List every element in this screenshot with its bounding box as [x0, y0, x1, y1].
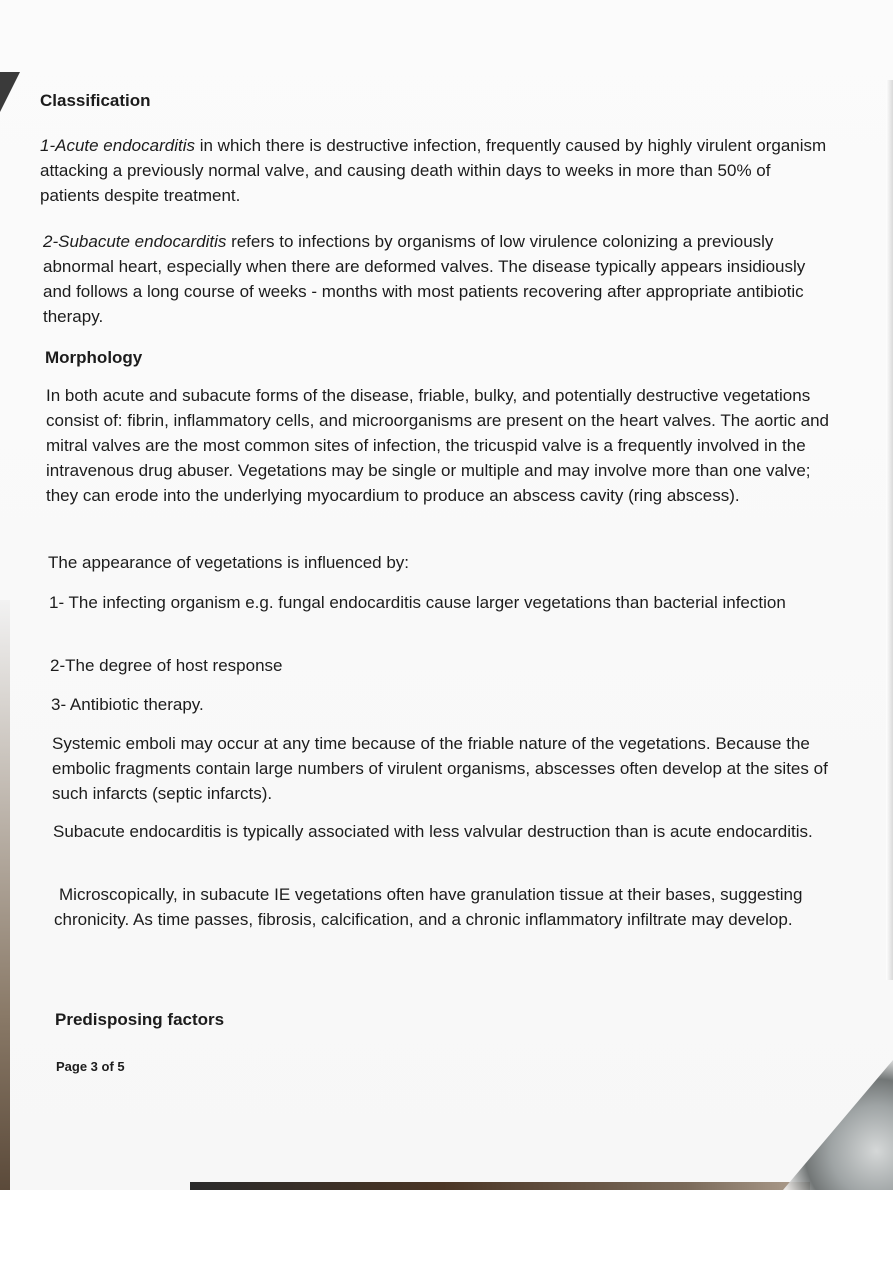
morphology-heading: Morphology — [45, 348, 143, 367]
acute-term: 1-Acute endocarditis — [40, 136, 195, 155]
acute-text: in which there is destructive infection, frequently caused by highly virulent organism attacking a previously normal valve, and causing death within days to weeks in more than 50% of patients despite treatment. — [40, 136, 827, 205]
scan-bottom-edge — [190, 1182, 810, 1190]
page-footer: Page 3 of 5 — [56, 1059, 125, 1074]
background-object — [783, 1060, 893, 1190]
factor-item-1: 1- The infecting organism e.g. fungal endocarditis cause larger vegetations than bacterial infection — [49, 593, 786, 612]
subacute-text: refers to infections by organisms of low virulence colonizing a previously abnormal heart, especially when there are deformed valves. The disease typically appears insidiously and follows a long course of weeks - months with most patients recovering after appropriate antibiotic therapy. — [43, 232, 806, 326]
acute-endocarditis-paragraph — [40, 133, 830, 208]
classification-heading: Classification — [40, 91, 151, 110]
factor-item-3: 3- Antibiotic therapy. — [51, 695, 204, 714]
factor-item-2: 2-The degree of host response — [50, 656, 283, 675]
microscopic-paragraph: Microscopically, in subacute IE vegetations often have granulation tissue at their bases, suggesting chronicity. As time passes, fibrosis, calcification, and a chronic inflammatory infiltrate may develop. — [54, 885, 803, 929]
subacute-term: 2-Subacute endocarditis — [43, 232, 227, 251]
emboli-paragraph: Systemic emboli may occur at any time because of the friable nature of the vegetations. Because the embolic fragments contain large numbers of virulent organisms, abscesses often develop at the sites of such infarcts (septic infarcts). — [52, 734, 828, 803]
subacute-endocarditis-paragraph — [43, 229, 833, 329]
scan-corner-shadow — [0, 72, 20, 112]
scan-left-edge — [0, 600, 10, 1190]
morphology-paragraph: In both acute and subacute forms of the disease, friable, bulky, and potentially destructive vegetations consist of: fibrin, inflammatory cells, and microorganisms are present on the heart valves. The aortic and mitral valves are the most common sites of infection, the tricuspid valve is a frequently involved in the intravenous drug abuser. Vegetations may be single or multiple and may involve more than one valve; they can erode into the underlying myocardium to produce an abscess cavity (ring abscess). — [46, 386, 829, 505]
predisposing-heading: Predisposing factors — [55, 1010, 225, 1029]
scan-right-edge — [886, 80, 893, 980]
subacute-destruction-paragraph: Subacute endocarditis is typically associated with less valvular destruction than is acute endocarditis. — [53, 822, 813, 841]
appearance-intro: The appearance of vegetations is influenced by: — [48, 553, 410, 572]
